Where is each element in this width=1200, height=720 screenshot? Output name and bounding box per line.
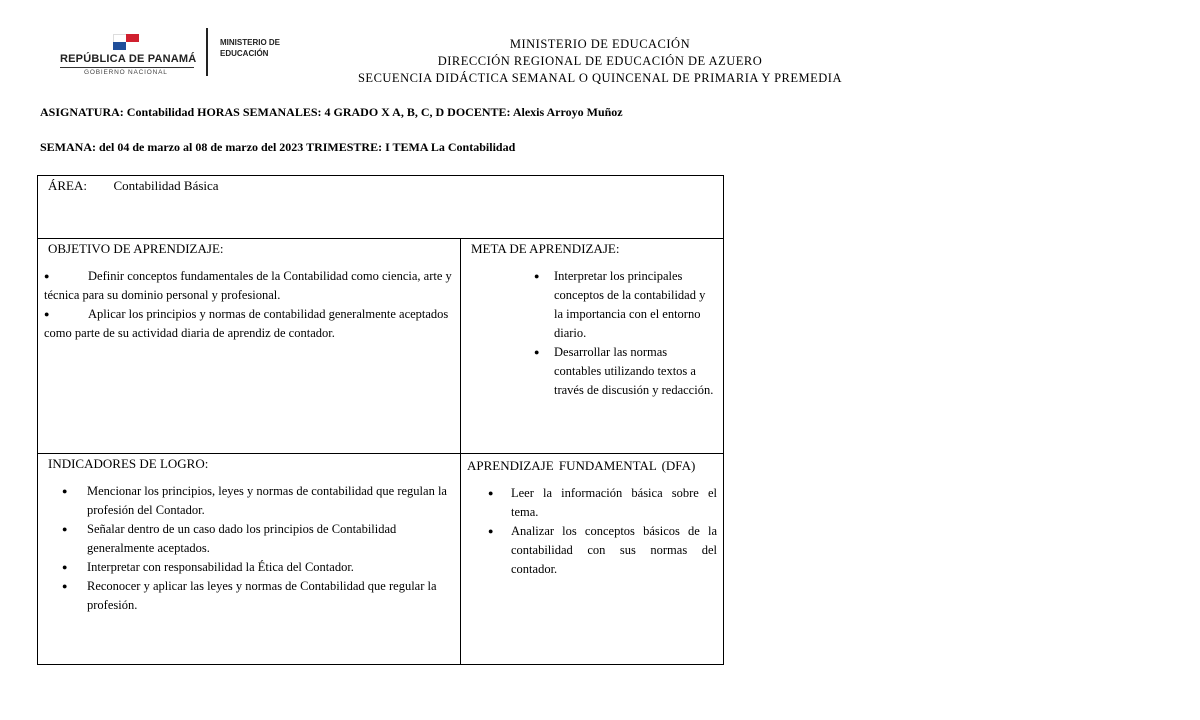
dfa-item: ● Leer la información básica sobre el tema. [511,484,717,522]
dfa-title: APRENDIZAJE FUNDAMENTAL (DFA) [467,458,696,473]
planning-table [37,175,724,665]
objetivo-item: ● Definir conceptos fundamentales de la Contabilidad como ciencia, arte y técnica para su dominio personal y profesional. [44,269,452,302]
dfa-list [461,475,723,579]
indicadores-list [38,472,460,615]
meta-title: META DE APRENDIZAJE: [471,241,620,256]
indicadores-cell [38,454,461,665]
document-header [290,36,910,87]
asignatura-line: ASIGNATURA: Contabilidad HORAS SEMANALES: 4 GRADO X A, B, C, D DOCENTE: Alexis Arroyo Muñoz [40,105,623,119]
area-label: ÁREA: [48,178,87,193]
header-line-3: SECUENCIA DIDÁCTICA SEMANAL O QUINCENAL DE PRIMARIA Y PREMEDIA [357,71,842,85]
logo-divider [60,67,194,68]
indicadores-title: INDICADORES DE LOGRO: [48,456,209,471]
header-line-2: DIRECCIÓN REGIONAL DE EDUCACIÓN DE AZUERO [437,54,763,68]
area-value: Contabilidad Básica [113,178,219,193]
objetivo-item: ● Aplicar los principios y normas de contabilidad generalmente aceptados como parte de su actividad diaria de aprendiz de contador. [44,307,449,340]
bullet-icon: ● [44,271,50,281]
logo-ministry-text: MINISTERIO DE EDUCACIÓN [220,38,281,58]
objetivo-list [38,257,460,343]
objetivo-title: OBJETIVO DE APRENDIZAJE: [48,241,224,256]
header-line-1: MINISTERIO DE EDUCACIÓN [509,37,691,51]
panama-flag-icon [113,34,139,50]
semana-line: SEMANA: del 04 de marzo al 08 de marzo del 2023 TRIMESTRE: I TEMA La Contabilidad [40,140,516,154]
dfa-item: ● Analizar los conceptos básicos de la contabilidad con sus normas del contador. [511,522,717,579]
indicador-item: ● Señalar dentro de un caso dado los principios de Contabilidad generalmente aceptados. [87,520,450,558]
indicador-item: ● Reconocer y aplicar las leyes y normas de Contabilidad que regular la profesión. [87,577,450,615]
indicador-item: ● Interpretar con responsabilidad la Ética del Contador. [87,558,450,577]
logo-vertical-bar [206,28,208,76]
meta-item: ● Desarrollar las normas contables utilizando textos a través de discusión y redacción. [554,343,715,400]
logo-republica-panama [58,30,298,80]
meta-list [461,257,723,400]
meta-item: ● Interpretar los principales conceptos de la contabilidad y la importancia con el entorno diario. [554,267,715,343]
objetivo-cell [38,239,461,454]
logo-country-text: REPÚBLICA DE PANAMÁ [60,53,197,65]
bullet-icon: ● [44,309,50,319]
dfa-cell [461,454,724,665]
logo-government-text: GOBIERNO NACIONAL [84,69,168,76]
meta-cell [461,239,724,454]
area-cell [38,176,724,239]
indicador-item: ● Mencionar los principios, leyes y normas de contabilidad que regulan la profesión del Contador. [87,482,450,520]
